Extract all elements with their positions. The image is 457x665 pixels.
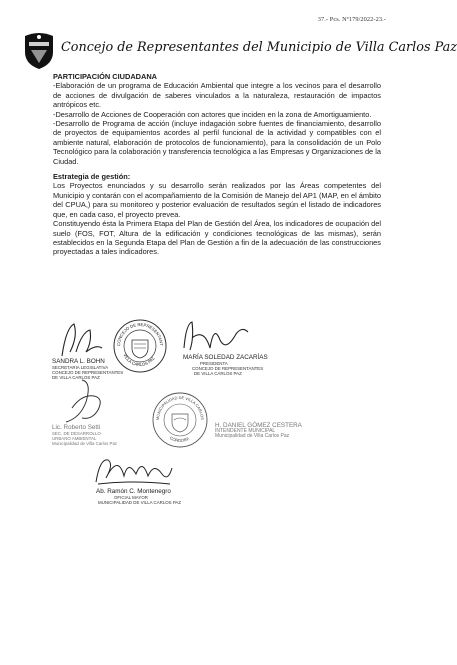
strategy-heading: Estrategia de gestión: <box>53 172 131 182</box>
signatory-role: MUNICIPALIDAD DE VILLA CARLOS PAZ <box>98 500 182 506</box>
signature-cestera <box>215 422 302 439</box>
svg-text:CÓRDOBA <box>169 435 190 443</box>
signatory-name: MARÍA SOLEDAD ZACARÍAS <box>183 354 268 361</box>
signatory-role: INTENDENTE MUNICIPAL <box>215 428 276 434</box>
participation-item: -Desarrollo de Programa de acción (incluye indagación sobre fuentes de financiamiento, desarrollo de proyectos de equipamientos acordes al perfil funcional de la actividad y compatibles con el ambiente natural, elaboración de protocolos de funcionamiento), para la consolidación de un Polo Tecnológico para la colaboración y transferencia tecnológica a las Empresas y Organizaciones de la Ciudad. <box>53 119 381 166</box>
handwritten-signature-icon <box>52 322 112 358</box>
participation-item: -Elaboración de un programa de Educación Ambiental que integre a los vecinos para el desarrollo de acciones de divulgación de saberes vinculados a la naturaleza, restauración de impactos antrópicos etc. <box>53 81 381 110</box>
page-reference: 37.- Pcs. Nº179/2022-23.- <box>317 16 386 23</box>
handwritten-signature-icon <box>92 452 176 488</box>
signatory-name: Ab. Ramón C. Montenegro <box>96 488 171 495</box>
strategy-paragraph: Los Proyectos enunciados y su desarrollo serán realizados por las Áreas competentes del Municipio y contarán con el acompañamiento de la Comisión de Manejo del AP1 (MAP, en el ámbito del CPUA,) para su monitoreo y posterior evaluación de resultados según el listado de indicadores que, en cada caso, el proyecto prevea. <box>53 181 381 219</box>
letterhead <box>23 30 457 70</box>
signatory-role: URBANO AMBIENTAL <box>52 436 97 442</box>
svg-text:CONCEJO DE REPRESENTANTES <box>112 318 164 347</box>
signatory-role: CONCEJO DE REPRESENTANTES <box>52 370 124 376</box>
signature-setti <box>52 378 117 447</box>
signatory-role: SEC. DE DESARROLLO <box>52 431 101 436</box>
municipal-stamp <box>152 390 208 452</box>
signatory-role: DE VILLA CARLOS PAZ <box>194 371 242 377</box>
council-name: Concejo de Representantes del Municipio de Villa Carlos Paz <box>61 40 457 55</box>
signatory-role: OFICIAL MAYOR <box>114 495 148 500</box>
signatory-name: H. DANIEL GÓMEZ CESTERA <box>215 422 302 429</box>
strategy-paragraph: Constituyendo ésta la Primera Etapa del Plan de Gestión del Área, los indicadores de ocupación del suelo (FOS, FOT, Altura de la edificación y condiciones tecnológicas de las mismas), serán establecidos en la Segunda Etapa del Plan de Gestión a fin de la adecuación de las construcciones proyectadas a tales indicadores. <box>53 219 381 257</box>
signatory-role: PRESIDENTA <box>200 361 228 366</box>
participation-heading: PARTICIPACIÓN CIUDADANA <box>53 72 158 81</box>
stamp-text: CÓRDOBA <box>168 435 190 444</box>
signatory-role: DE VILLA CARLOS PAZ <box>52 375 100 381</box>
signatory-role: SECRETARIA LEGISLATIVA <box>52 365 109 370</box>
svg-text:VILLA CARLOS PAZ <box>122 353 156 367</box>
handwritten-signature-icon <box>52 378 116 424</box>
signatory-role: CONCEJO DE REPRESENTANTES <box>192 366 264 372</box>
signature-zacarias <box>180 318 268 377</box>
signatory-name: Lic. Roberto Setti <box>52 424 101 431</box>
signatory-role: Municipalidad de Villa Carlos Paz <box>215 433 290 440</box>
svg-text:MUNICIPALIDAD DE VILLA CARLOS <box>152 390 205 420</box>
signature-montenegro <box>92 452 181 505</box>
signatory-role: Municipalidad de Villa Carlos Paz <box>52 441 118 447</box>
stamp-text: CONCEJO DE REPRESENTANT <box>115 321 165 347</box>
municipal-crest-icon <box>23 30 55 70</box>
handwritten-signature-icon <box>180 318 252 354</box>
stamp-text: MUNICIPALIDAD DE VILLA CARLOS <box>154 394 206 421</box>
council-stamp <box>112 318 168 374</box>
participation-item: -Desarrollo de Acciones de Cooperación con actores que inciden en la zona de Amortiguamiento. <box>53 109 372 119</box>
signatory-name: SANDRA L. BOHN <box>52 358 105 365</box>
document-body <box>53 72 381 257</box>
stamp-text: VILLA CARLOS PAZ <box>122 352 156 368</box>
